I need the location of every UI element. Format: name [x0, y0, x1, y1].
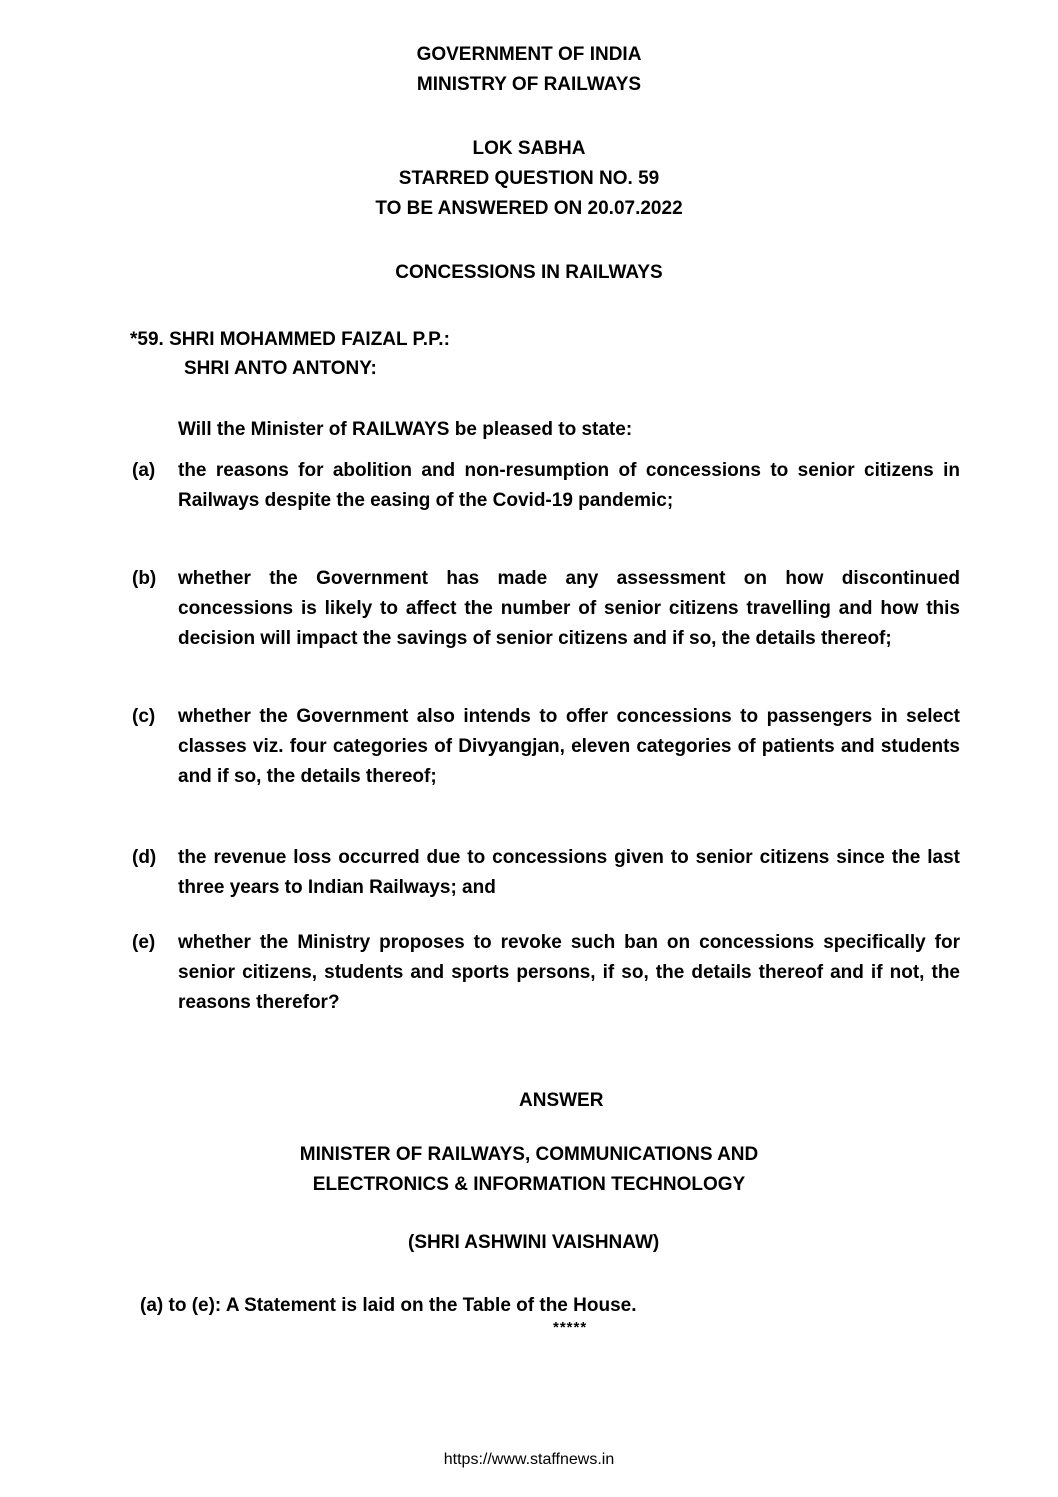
answer-heading: ANSWER — [519, 1090, 604, 1111]
member-name-1: *59. SHRI MOHAMMED FAIZAL P.P.: — [130, 329, 450, 350]
minister-name: (SHRI ASHWINI VAISHNAW) — [408, 1232, 660, 1253]
question-number: STARRED QUESTION NO. 59 — [398, 168, 660, 189]
item-text: whether the Ministry proposes to revoke such ban on concessions specifically for senior citizens, students and sports persons, if so, the details thereof and if not, the reasons therefor? — [178, 932, 960, 1013]
answer-statement: (a) to (e): A Statement is laid on the Table of the House. — [140, 1295, 637, 1316]
house-heading: LOK SABHA — [472, 138, 586, 159]
item-label: (b) — [132, 568, 157, 589]
item-text: whether the Government has made any assessment on how discontinued concessions is likely to affect the number of senior citizens travelling and how this decision will impact the savings of senior citizens and if so, the details thereof; — [178, 568, 960, 649]
question-item-d — [132, 843, 960, 903]
question-intro: Will the Minister of RAILWAYS be pleased to state: — [178, 419, 633, 440]
item-label: (e) — [132, 932, 156, 953]
answer-date: TO BE ANSWERED ON 20.07.2022 — [375, 198, 683, 219]
item-label: (a) — [132, 460, 156, 481]
govt-heading: GOVERNMENT OF INDIA — [416, 44, 642, 65]
subject-title: CONCESSIONS IN RAILWAYS — [395, 262, 663, 283]
item-label: (c) — [132, 706, 156, 727]
item-label: (d) — [132, 847, 157, 868]
minister-title-line2: ELECTRONICS & INFORMATION TECHNOLOGY — [312, 1174, 746, 1195]
end-stars: ***** — [553, 1319, 588, 1336]
item-text: the reasons for abolition and non-resumption of concessions to senior citizens in Railways despite the easing of the Covid-19 pandemic; — [178, 460, 960, 511]
question-item-b — [132, 564, 960, 654]
question-item-c — [132, 702, 960, 792]
question-item-a — [132, 456, 960, 516]
minister-title-line1: MINISTER OF RAILWAYS, COMMUNICATIONS AND — [299, 1144, 759, 1165]
item-text: whether the Government also intends to offer concessions to passengers in select classes viz. four categories of Divyangjan, eleven categories of patients and students and if so, the details thereof; — [178, 706, 960, 787]
member-name-2: SHRI ANTO ANTONY: — [184, 358, 377, 379]
item-text: the revenue loss occurred due to concessions given to senior citizens since the last three years to Indian Railways; and — [178, 847, 960, 898]
question-item-e — [132, 928, 960, 1018]
ministry-heading: MINISTRY OF RAILWAYS — [416, 74, 642, 95]
footer-url[interactable]: https://www.staffnews.in — [443, 1451, 615, 1468]
